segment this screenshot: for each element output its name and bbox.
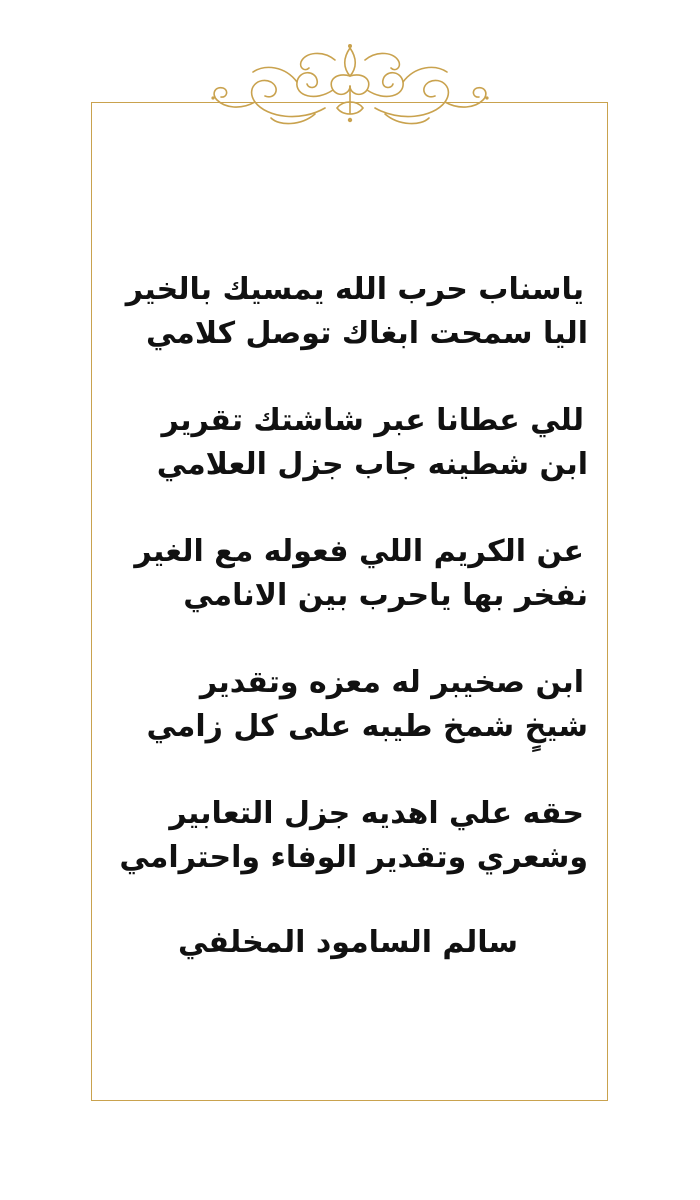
verse-line: وشعري وتقدير الوفاء واحترامي [119, 840, 588, 875]
verse-line: نفخر بها ياحرب بين الانامي [183, 578, 588, 613]
verse-line: شيخٍ شمخ طيبه على كل زامي [146, 709, 588, 744]
poem-body [118, 268, 588, 965]
verse-line: ابن شطينه جاب جزل العلامي [156, 447, 588, 482]
verse-5 [118, 792, 588, 880]
gold-filigree-ornament-icon [205, 42, 495, 128]
verse-line: للي عطانا عبر شاشتك تقرير [161, 403, 584, 438]
verse-line: ياسناب حرب الله يمسيك بالخير [125, 272, 584, 307]
verse-line: حقه علي اهديه جزل التعابير [169, 796, 584, 831]
verse-3 [118, 530, 588, 618]
verse-line: اليا سمحت ابغاك توصل كلامي [145, 316, 588, 351]
verse-4 [118, 661, 588, 749]
poet-signature: سالم السامود المخلفي [177, 925, 518, 960]
verse-line: عن الكريم اللي فعوله مع الغير [134, 534, 584, 569]
verse-2 [118, 399, 588, 487]
verse-1 [118, 268, 588, 356]
verse-line: ابن صخيبر له معزه وتقدير [199, 665, 584, 700]
